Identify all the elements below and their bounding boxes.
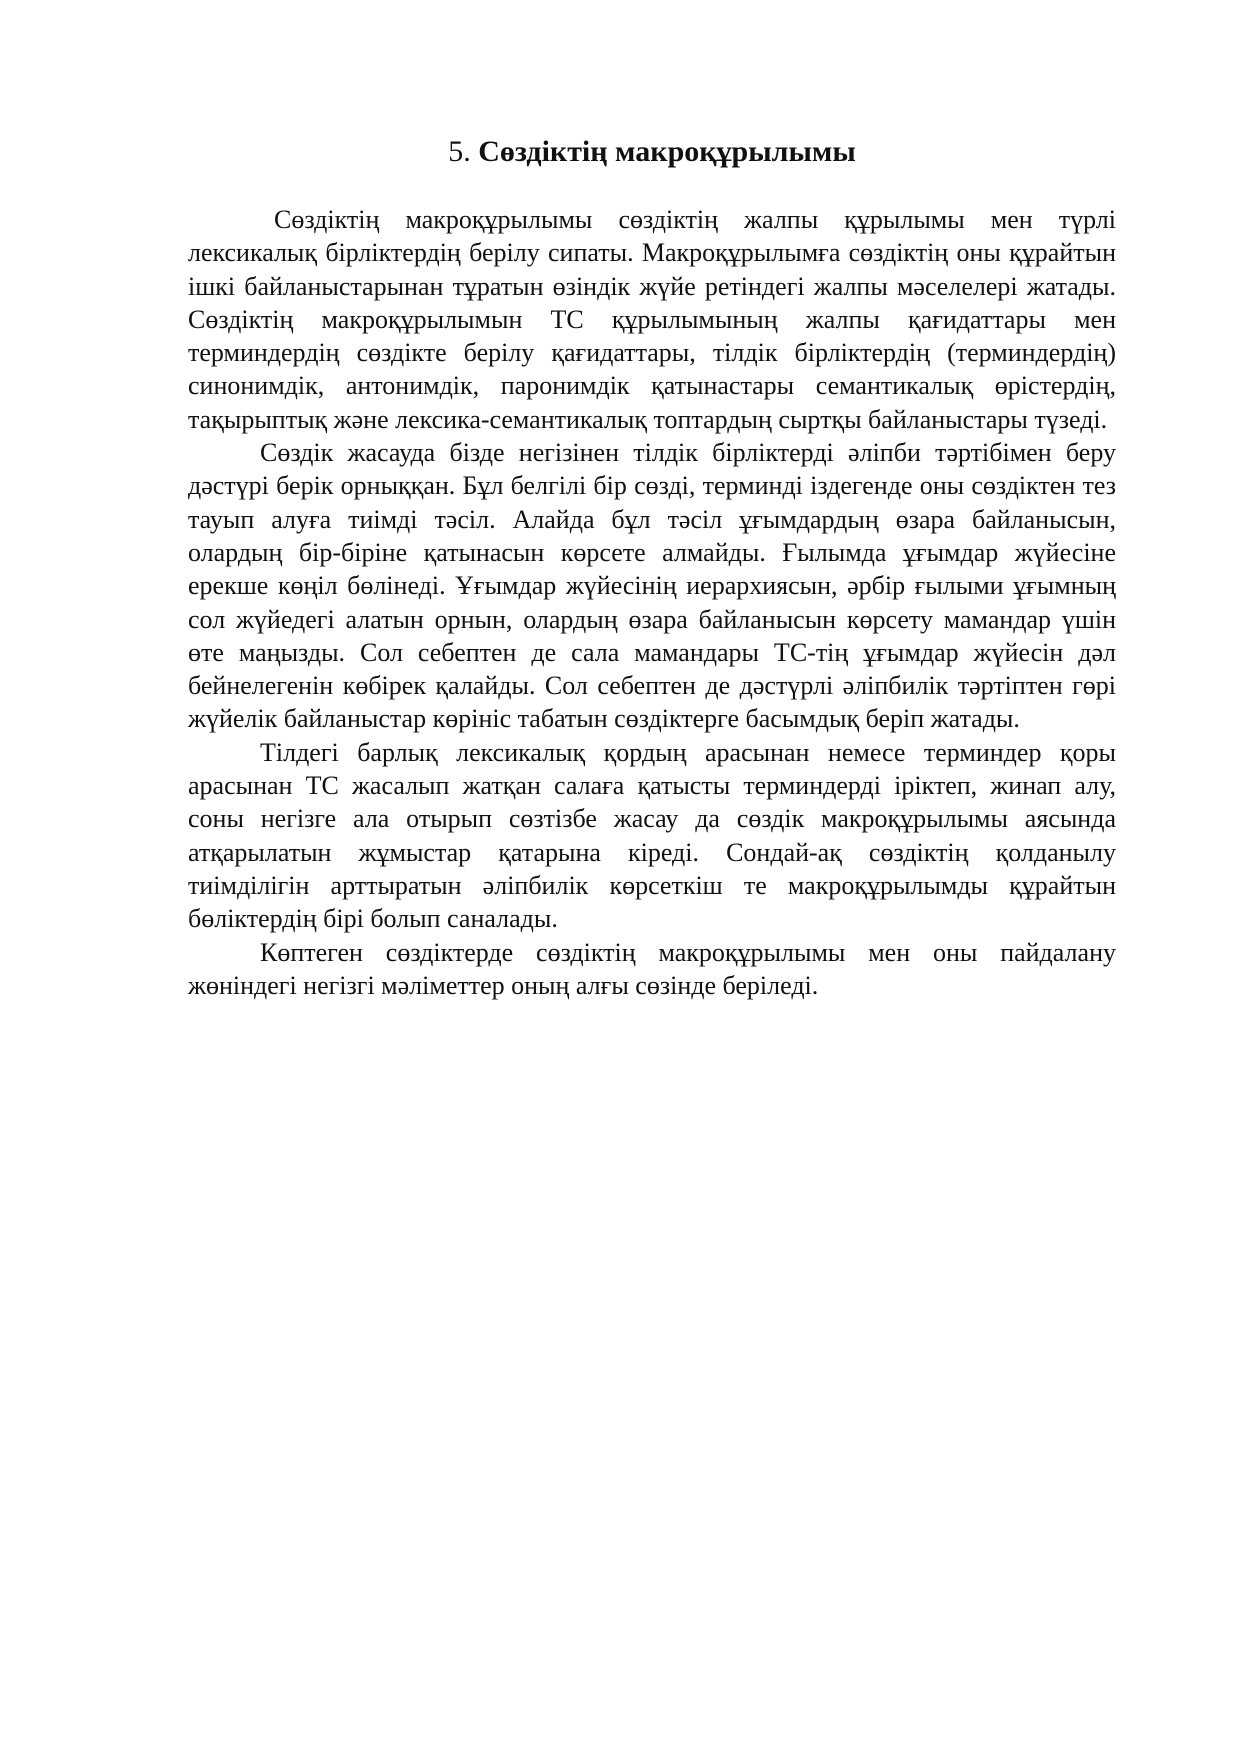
paragraph-4: Көптеген сөздіктерде сөздіктің макроқұрылымы мен оны пайдалану жөніндегі негізгі мәліметтер оның алғы сөзінде беріледі.	[188, 937, 1116, 1000]
paragraph-2: Сөздік жасауда бізде негізінен тілдік бірліктерді әліпби тәртібімен беру дәстүрі берік орныққан. Бұл белгілі бір сөзді, терминді іздегенде оны сөздіктен тез тауып алуға тиімді тәсіл. Алайда бұл тәсіл ұғымдардың өзара байланысын, олардың бір-біріне қатынасын көрсете алмайды. Ғылымда ұғымдар жүйесіне ерекше көңіл бөлінеді. Ұғымдар жүйесінің иерархиясын, әрбір ғылыми ұғымның сол жүйедегі алатын орнын, олардың өзара байланысын көрсету мамандар үшін өте маңызды. Сол себептен де сала мамандары ТС-тің ұғымдар жүйесін дәл бейнелегенін көбірек қалайды. Сол себептен де дәстүрлі әліпбилік тәртіптен гөрі жүйелік байланыстар көрініс табатын сөздіктерге басымдық беріп жатады.	[188, 438, 1116, 734]
section-title: Сөздіктің макроқұрылымы	[478, 135, 856, 168]
paragraph-1: Сөздіктің макроқұрылымы сөздіктің жалпы құрылымы мен түрлі лексикалық бірліктердің берілу сипаты. Макроқұрылымға сөздіктің оны құрайтын ішкі байланыстарынан тұратын өзіндік жүйе ретіндегі жалпы мәселелері жатады. Сөздіктің макроқұрылымын ТС құрылымының жалпы қағидаттары мен терминдердің сөздікте берілу қағидаттары, тілдік бірліктердің (терминдердің) синонимдік, антонимдік, паронимдік қатынастары семантикалық өрістердің, тақырыптық және лексика-семантикалық топтардың сыртқы байланыстары түзеді.	[188, 205, 1116, 434]
section-number: 5.	[448, 135, 471, 168]
paragraph-3: Тілдегі барлық лексикалық қордың арасынан немесе терминдер қоры арасынан ТС жасалып жатқан салаға қатысты терминдерді іріктеп, жинап алу, соны негізге ала отырып сөзтізбе жасау да сөздік макроқұрылымы аясында атқарылатын жұмыстар қатарына кіреді. Сондай-ақ сөздіктің қолданылу тиімділігін арттыратын әліпбилік көрсеткіш те макроқұрылымды құрайтын бөліктердің бірі болып саналады.	[188, 737, 1116, 934]
section-heading	[188, 132, 1116, 172]
page-content	[188, 132, 1116, 1002]
